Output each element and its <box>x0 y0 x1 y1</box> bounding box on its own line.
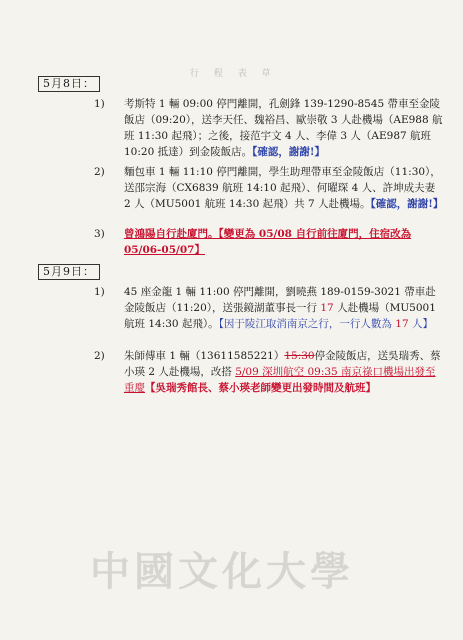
note-count: 17 <box>395 318 409 330</box>
item-text: 人赴機場（MU5001 航班 14:30 起飛）。 <box>124 302 436 330</box>
item-text: 停金陵飯店，送吳瑞秀、蔡小瑛 2 人赴機場，改搭 <box>124 350 441 378</box>
changed-flight: 5/09 深圳航空 09:35 南京祿口機場出發至重慶 <box>124 366 436 394</box>
item-text: 考斯特 1 輛 09:00 停門離開，孔劍鋒 139-1290-8545 帶車至金陵飯店（09:20），送李天任、魏裕昌、歐崇敬 3 人赴機場（AE988 航班 11:30 起飛）；之後，接范宇文 4 人、李偉 3 人（AE987 航班 10:20 抵達）到金陵飯店。 <box>124 98 443 158</box>
date-heading-may9: 5月9日： <box>38 264 100 280</box>
item-number: 3) <box>94 228 105 240</box>
schedule-item <box>124 348 444 396</box>
item-text: 曾鴻陽自行赴廈門。 <box>124 228 219 240</box>
schedule-item <box>124 96 444 160</box>
faint-header: 行 程 表 草 <box>190 69 277 79</box>
confirm-note: 【確認，謝謝!】 <box>370 198 444 210</box>
change-note: 【變更為 05/08 自行前往廈門，住宿改為 05/06-05/07】 <box>124 228 412 256</box>
schedule-item <box>124 284 444 332</box>
schedule-item <box>124 226 444 258</box>
note-text: 人】 <box>408 318 433 330</box>
date-heading-may8: 5月8日： <box>38 76 100 92</box>
item-number: 2) <box>94 166 105 178</box>
item-text: 朱師傅車 1 輛（13611585221） <box>124 350 285 362</box>
passenger-count: 17 <box>320 302 334 314</box>
note-text: 【因于陵江取消南京之行，一行人數為 <box>218 318 396 330</box>
item-text: 麵包車 1 輛 11:10 停門離開，學生助理帶車至金陵飯店（11:30），送邵宗海（CX6839 航班 14:10 起飛）、何曜琛 4 人、許坤成夫妻 2 人（MU5001 航班 14:30 起飛）共 7 人赴機場。 <box>124 166 441 210</box>
change-note <box>219 318 433 330</box>
item-number: 1) <box>94 98 105 110</box>
change-note: 【吳瑞秀館長、蔡小瑛老師變更出發時間及航班】 <box>145 382 376 394</box>
struck-time: 15:30 <box>284 350 315 362</box>
item-text: 45 座金龍 1 輛 11:00 停門離開，劉曉燕 189-0159-3021 帶車赴金陵飯店（11:20），送張鏡湖董事長一行 <box>124 286 436 314</box>
item-number: 2) <box>94 350 105 362</box>
confirm-note: 【確認，謝謝!】 <box>252 146 325 158</box>
schedule-item <box>124 164 444 212</box>
item-number: 1) <box>94 286 105 298</box>
university-watermark: 中國文化大學 <box>90 548 354 595</box>
